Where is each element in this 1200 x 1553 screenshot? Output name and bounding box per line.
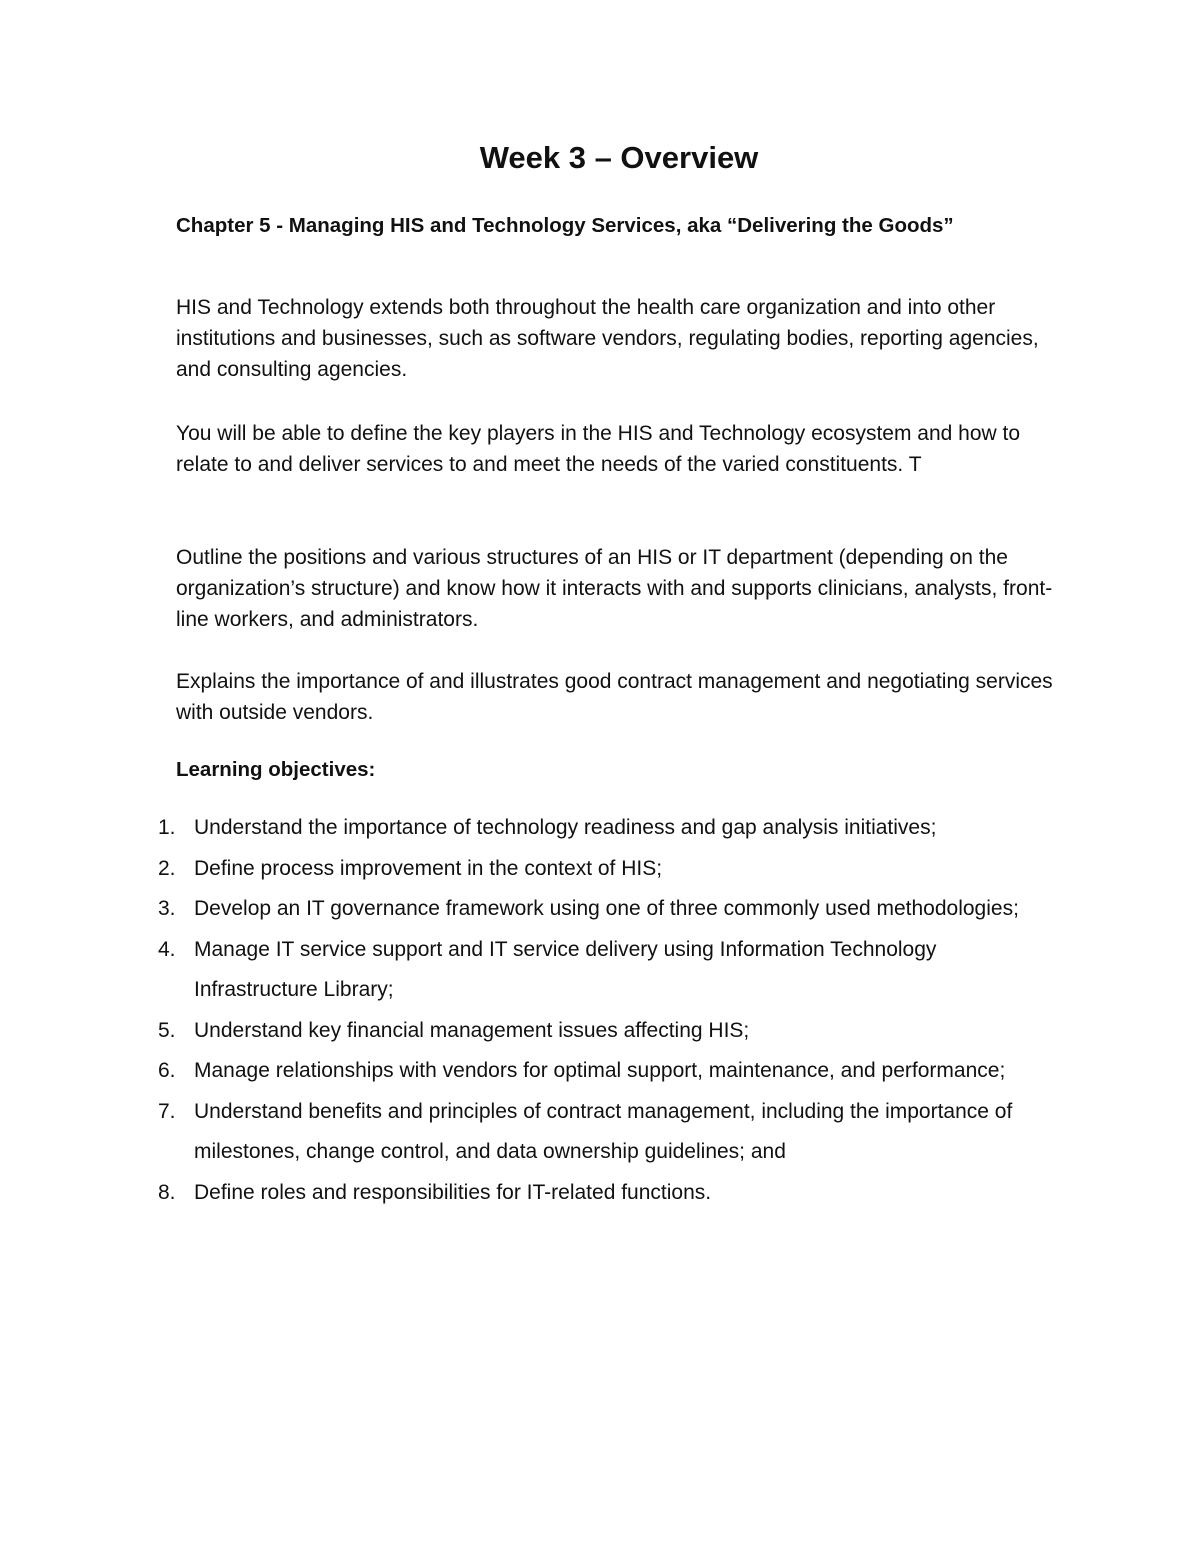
- paragraph: HIS and Technology extends both throughout the health care organization and into other institutions and businesses, such as software vendors, regulating bodies, reporting agencies, and consulting agencies.: [176, 296, 1039, 381]
- list-item: [0, 930, 1044, 1011]
- list-item-text: Manage relationships with vendors for optimal support, maintenance, and performance;: [194, 1059, 1006, 1082]
- list-item: [0, 1051, 1044, 1092]
- list-item: [0, 1173, 1044, 1214]
- list-item-number: 3.: [158, 897, 176, 920]
- list-item: [0, 1092, 1044, 1173]
- list-item-number: 2.: [158, 856, 176, 880]
- list-item-text: Manage IT service support and IT service delivery using Information Technology Infrastructure Library;: [194, 937, 937, 1001]
- list-item-text: Define process improvement in the context of HIS;: [194, 856, 663, 880]
- objectives-heading: Learning objectives:: [176, 758, 376, 781]
- list-item-number: 6.: [158, 1059, 176, 1082]
- list-item-text: Understand benefits and principles of contract management, including the importance of milestones, change control, and data ownership guidelines; and: [194, 1099, 1013, 1163]
- list-item-number: 4.: [158, 937, 176, 961]
- list-item-number: 8.: [158, 1180, 176, 1204]
- chapter-heading: Chapter 5 - Managing HIS and Technology Services, aka “Delivering the Goods”: [176, 214, 954, 237]
- list-item-text: Define roles and responsibilities for IT-related functions.: [194, 1180, 712, 1204]
- list-item: [0, 808, 1044, 849]
- list-item-text: Develop an IT governance framework using one of three commonly used methodologies;: [194, 897, 1019, 920]
- list-item-number: 7.: [158, 1099, 176, 1123]
- list-item: [0, 1011, 1044, 1052]
- list-item-text: Understand key financial management issues affecting HIS;: [194, 1018, 750, 1042]
- list-item-number: 1.: [158, 816, 176, 839]
- paragraph: Outline the positions and various structures of an HIS or IT department (depending on the organization’s structure) and know how it interacts with and supports clinicians, analysts, front-line workers, and administrators.: [176, 546, 1053, 631]
- page-title: Week 3 – Overview: [479, 140, 759, 175]
- list-item-text: Understand the importance of technology readiness and gap analysis initiatives;: [194, 816, 937, 839]
- list-item: [0, 849, 1044, 890]
- paragraph: You will be able to define the key players in the HIS and Technology ecosystem and how to relate to and deliver services to and meet the needs of the varied constituents. T: [176, 422, 1021, 476]
- list-item: [0, 889, 1044, 930]
- paragraph: Explains the importance of and illustrates good contract management and negotiating services with outside vendors.: [176, 670, 1053, 724]
- list-item-number: 5.: [158, 1018, 176, 1042]
- objectives-list: [0, 808, 1200, 1213]
